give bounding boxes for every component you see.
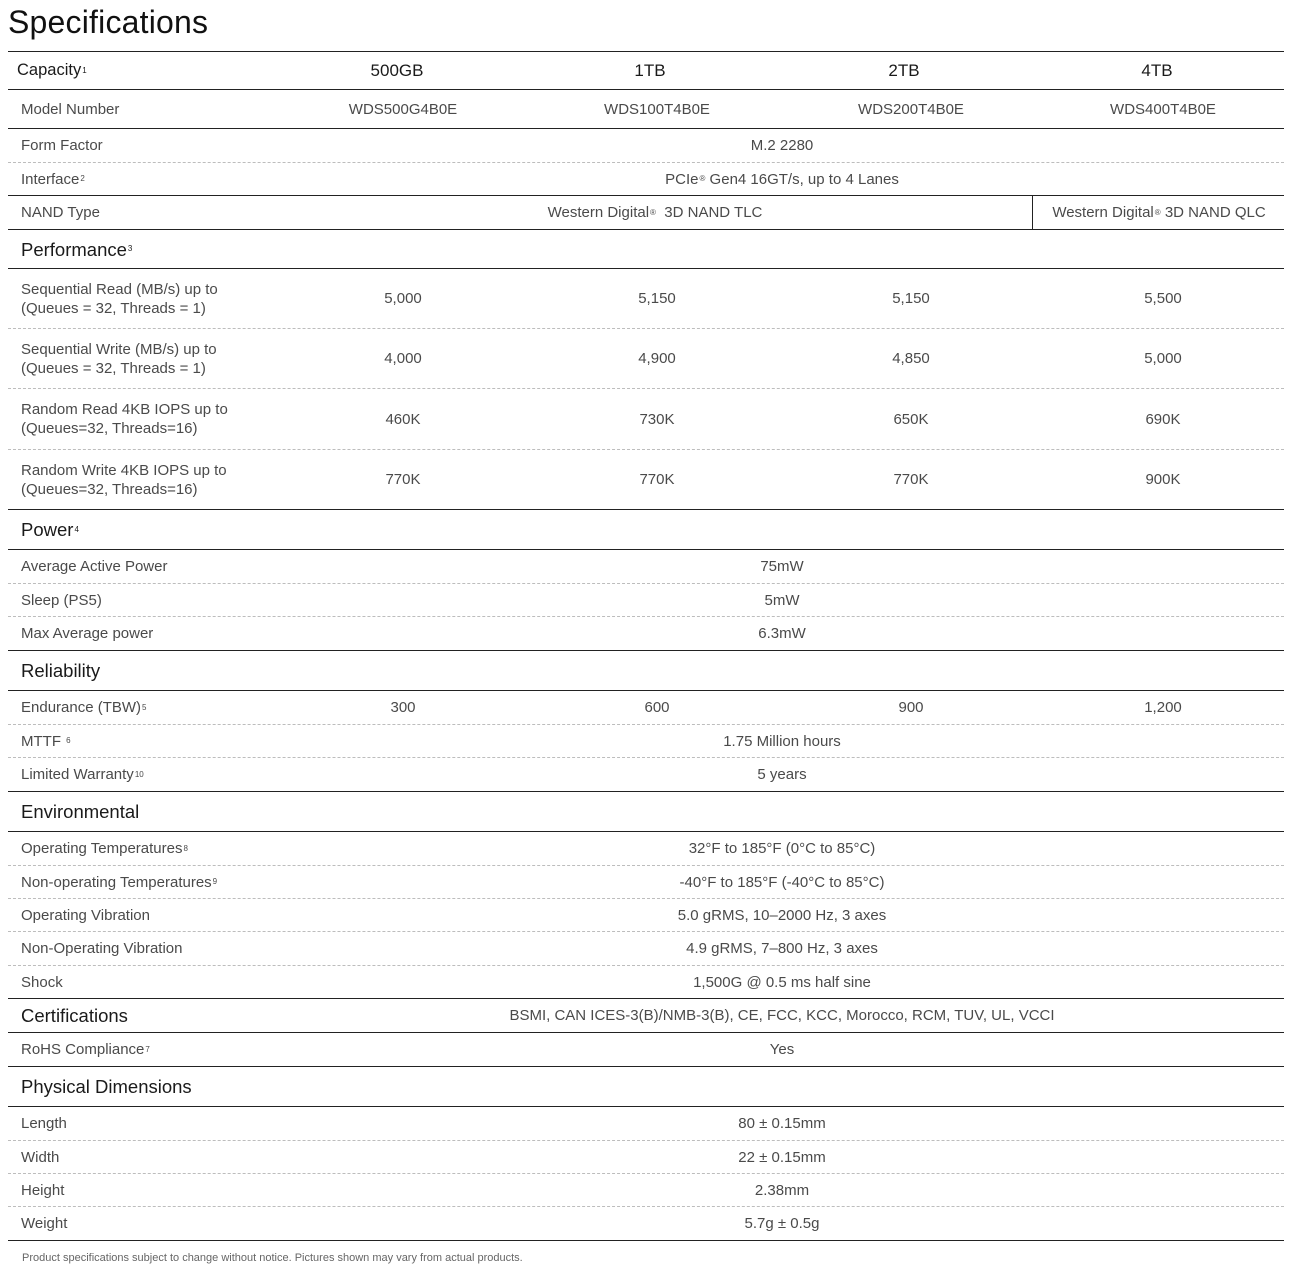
max-average-power-row bbox=[8, 617, 1284, 651]
endurance-4tb: 1,200 bbox=[1144, 699, 1182, 716]
capacity-label: Capacity 1 bbox=[17, 61, 87, 79]
height-value: 2.38mm bbox=[754, 1181, 810, 1199]
operating-temperatures-value: 32°F to 185°F (0°C to 85°C) bbox=[688, 840, 876, 857]
row-label: Form Factor bbox=[21, 137, 103, 154]
row-label: Limited Warranty 10 bbox=[21, 766, 144, 783]
row-label: Model Number bbox=[21, 100, 120, 118]
limited-warranty-value: 5 years bbox=[757, 766, 807, 783]
endurance-row bbox=[8, 691, 1284, 725]
rohs-compliance-value: Yes bbox=[769, 1041, 795, 1058]
length-value: 80 ± 0.15mm bbox=[738, 1115, 826, 1132]
row-label: NAND Type bbox=[21, 204, 100, 221]
reliability-section-header bbox=[8, 651, 1284, 691]
row-label: Sequential Read (MB/s) up to (Queues = 32, Threads = 1) bbox=[21, 280, 218, 317]
seq-write-1tb: 4,900 bbox=[638, 350, 676, 367]
section-title: Environmental bbox=[21, 801, 140, 822]
rohs-compliance-row bbox=[8, 1033, 1284, 1067]
capacity-header-row bbox=[8, 52, 1284, 90]
row-label: Average Active Power bbox=[21, 558, 168, 575]
environmental-section-header bbox=[8, 792, 1284, 832]
row-label: Height bbox=[21, 1181, 65, 1199]
row-label: Weight bbox=[21, 1215, 68, 1232]
seq-write-500gb: 4,000 bbox=[384, 350, 422, 367]
page-title: Specifications bbox=[8, 4, 209, 40]
capacity-2tb: 2TB bbox=[888, 60, 920, 80]
nand-type-qlc: Western Digital ® 3D NAND QLC bbox=[1032, 196, 1285, 229]
row-label: Endurance (TBW) 5 bbox=[21, 699, 147, 716]
interface-row bbox=[8, 163, 1284, 196]
section-title: Physical Dimensions bbox=[21, 1076, 192, 1097]
seq-read-500gb: 5,000 bbox=[384, 290, 422, 307]
model-number-1tb: WDS100T4B0E bbox=[604, 100, 710, 118]
row-label: MTTF 6 bbox=[21, 732, 71, 750]
section-title: Certifications bbox=[21, 1005, 128, 1026]
spec-table bbox=[8, 51, 1284, 1241]
footnote: Product specifications subject to change without notice. Pictures shown may vary from actual products. bbox=[22, 1252, 523, 1264]
endurance-2tb: 900 bbox=[898, 699, 924, 716]
physical-dimensions-section-header bbox=[8, 1067, 1284, 1107]
form-factor-row bbox=[8, 129, 1284, 163]
random-read-row bbox=[8, 389, 1284, 450]
mttf-row bbox=[8, 725, 1284, 758]
row-label: Interface 2 bbox=[21, 170, 85, 188]
non-operating-temperatures-value: -40°F to 185°F (-40°C to 85°C) bbox=[679, 873, 885, 891]
form-factor-value: M.2 2280 bbox=[750, 137, 814, 154]
operating-vibration-value: 5.0 gRMS, 10–2000 Hz, 3 axes bbox=[677, 906, 887, 924]
width-value: 22 ± 0.15mm bbox=[738, 1148, 826, 1166]
width-row bbox=[8, 1141, 1284, 1174]
row-label: Random Read 4KB IOPS up to (Queues=32, Threads=16) bbox=[21, 401, 228, 437]
shock-row bbox=[8, 966, 1284, 999]
sleep-value: 5mW bbox=[764, 591, 800, 609]
random-write-2tb: 770K bbox=[893, 471, 929, 488]
random-write-1tb: 770K bbox=[639, 471, 675, 488]
model-number-500gb: WDS500G4B0E bbox=[348, 100, 458, 118]
row-label: Non-operating Temperatures 9 bbox=[21, 873, 218, 891]
row-label: Max Average power bbox=[21, 625, 154, 642]
seq-write-row bbox=[8, 329, 1284, 389]
seq-read-row bbox=[8, 269, 1284, 329]
model-number-4tb: WDS400T4B0E bbox=[1110, 100, 1216, 118]
non-operating-vibration-row bbox=[8, 932, 1284, 966]
random-read-1tb: 730K bbox=[639, 410, 675, 428]
operating-vibration-row bbox=[8, 899, 1284, 932]
row-label: Length bbox=[21, 1115, 67, 1132]
endurance-500gb: 300 bbox=[390, 699, 416, 716]
weight-value: 5.7g ± 0.5g bbox=[744, 1215, 820, 1232]
seq-read-2tb: 5,150 bbox=[892, 290, 930, 307]
row-label: Operating Temperatures 8 bbox=[21, 840, 188, 857]
mttf-value: 1.75 Million hours bbox=[723, 732, 841, 750]
shock-value: 1,500G @ 0.5 ms half sine bbox=[693, 973, 871, 991]
row-label: Sleep (PS5) bbox=[21, 591, 102, 609]
power-section-header bbox=[8, 510, 1284, 550]
seq-read-4tb: 5,500 bbox=[1144, 290, 1182, 307]
row-label: Random Write 4KB IOPS up to (Queues=32, Threads=16) bbox=[21, 461, 227, 498]
row-label: Operating Vibration bbox=[21, 906, 150, 924]
interface-value: PCIe ® Gen4 16GT/s, up to 4 Lanes bbox=[665, 170, 899, 188]
row-label: RoHS Compliance 7 bbox=[21, 1041, 150, 1058]
row-label: Sequential Write (MB/s) up to (Queues = 32, Threads = 1) bbox=[21, 340, 217, 377]
performance-section-header bbox=[8, 230, 1284, 269]
random-write-row bbox=[8, 450, 1284, 510]
row-label: Non-Operating Vibration bbox=[21, 940, 183, 957]
endurance-1tb: 600 bbox=[644, 699, 670, 716]
row-label: Width bbox=[21, 1148, 60, 1166]
weight-row bbox=[8, 1207, 1284, 1241]
capacity-500gb: 500GB bbox=[370, 60, 424, 80]
height-row bbox=[8, 1174, 1284, 1207]
operating-temperatures-row bbox=[8, 832, 1284, 866]
nand-type-tlc: Western Digital ® 3D NAND TLC bbox=[547, 204, 763, 221]
non-operating-temperatures-row bbox=[8, 866, 1284, 899]
average-active-power-row bbox=[8, 550, 1284, 584]
sleep-row bbox=[8, 584, 1284, 617]
max-average-power-value: 6.3mW bbox=[758, 625, 806, 642]
random-write-4tb: 900K bbox=[1145, 471, 1181, 488]
average-active-power-value: 75mW bbox=[760, 558, 804, 575]
section-title: Reliability bbox=[21, 660, 101, 681]
seq-write-4tb: 5,000 bbox=[1144, 350, 1182, 367]
non-operating-vibration-value: 4.9 gRMS, 7–800 Hz, 3 axes bbox=[686, 940, 878, 957]
row-label: Shock bbox=[21, 973, 63, 991]
model-number-2tb: WDS200T4B0E bbox=[858, 100, 964, 118]
section-title: Power 4 bbox=[21, 519, 79, 540]
limited-warranty-row bbox=[8, 758, 1284, 792]
certifications-value: BSMI, CAN ICES-3(B)/NMB-3(B), CE, FCC, KCC, Morocco, RCM, TUV, UL, VCCI bbox=[509, 1007, 1055, 1024]
certifications-row bbox=[8, 999, 1284, 1033]
seq-write-2tb: 4,850 bbox=[892, 350, 930, 367]
capacity-4tb: 4TB bbox=[1141, 60, 1173, 80]
section-title: Performance 3 bbox=[21, 238, 133, 260]
model-number-row bbox=[8, 90, 1284, 129]
capacity-1tb: 1TB bbox=[634, 60, 666, 80]
random-read-4tb: 690K bbox=[1145, 410, 1181, 428]
random-write-500gb: 770K bbox=[385, 471, 421, 488]
random-read-500gb: 460K bbox=[385, 410, 421, 428]
seq-read-1tb: 5,150 bbox=[638, 290, 676, 307]
nand-type-row bbox=[8, 196, 1284, 230]
length-row bbox=[8, 1107, 1284, 1141]
random-read-2tb: 650K bbox=[893, 410, 929, 428]
